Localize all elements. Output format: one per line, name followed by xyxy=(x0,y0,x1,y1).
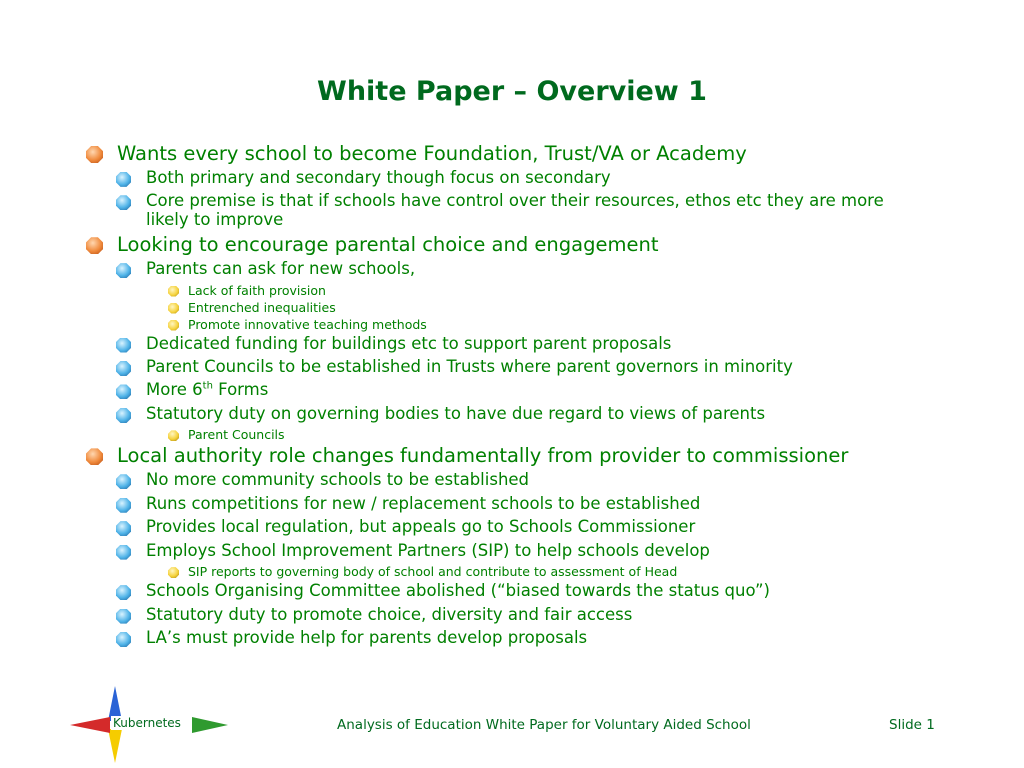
octagon-bullet-icon xyxy=(116,338,131,353)
octagon-bullet-icon xyxy=(168,567,179,578)
bullet-text: Promote innovative teaching methods xyxy=(188,316,427,332)
bullet-item-level-3 xyxy=(86,284,926,298)
bullet-item-level-3 xyxy=(86,428,926,442)
bullet-item-level-2 xyxy=(86,518,926,536)
bullet-item-level-2 xyxy=(86,381,926,399)
bullet-text: Employs School Improvement Partners (SIP) to help schools develop xyxy=(146,540,710,560)
bullet-item-level-3 xyxy=(86,301,926,315)
octagon-bullet-icon xyxy=(116,545,131,560)
octagon-bullet-icon xyxy=(116,498,131,513)
bullet-item-level-3 xyxy=(86,318,926,332)
octagon-bullet-icon xyxy=(86,237,103,254)
octagon-bullet-icon xyxy=(116,172,131,187)
octagon-bullet-icon xyxy=(116,263,131,278)
octagon-bullet-icon xyxy=(116,521,131,536)
octagon-bullet-icon xyxy=(116,585,131,600)
slide-title: White Paper – Overview 1 xyxy=(317,76,707,107)
bullet-item-level-2 xyxy=(86,335,926,353)
bullet-item-level-1 xyxy=(86,445,926,467)
bullet-item-level-2 xyxy=(86,542,926,560)
octagon-bullet-icon xyxy=(86,448,103,465)
bullet-text: Parents can ask for new schools, xyxy=(146,259,416,279)
bullet-text: No more community schools to be established xyxy=(146,470,530,490)
octagon-bullet-icon xyxy=(116,384,131,399)
bullet-text: Looking to encourage parental choice and engagement xyxy=(117,233,659,257)
octagon-bullet-icon xyxy=(116,408,131,423)
octagon-bullet-icon xyxy=(116,474,131,489)
bullet-item-level-2 xyxy=(86,582,926,600)
octagon-bullet-icon xyxy=(168,430,179,441)
bullet-text: Wants every school to become Foundation, Trust/VA or Academy xyxy=(117,142,747,165)
bullet-text-continued: Forms xyxy=(212,380,269,400)
superscript-text: th xyxy=(202,380,213,392)
bullet-text: Core premise is that if schools have control over their resources, ethos etc they are more likely to improve xyxy=(146,191,884,229)
bullet-text: Statutory duty to promote choice, diversity and fair access xyxy=(146,604,633,624)
octagon-bullet-icon xyxy=(168,303,179,314)
octagon-bullet-icon xyxy=(168,320,179,331)
bullet-text: Schools Organising Committee abolished (“biased towards the status quo”) xyxy=(146,581,770,601)
bullet-item-level-2 xyxy=(86,629,926,647)
bullet-text: Entrenched inequalities xyxy=(188,299,336,315)
bullet-text: Parent Councils to be established in Trusts where parent governors in minority xyxy=(146,357,793,376)
bullet-text: More 6 xyxy=(146,380,203,400)
octagon-bullet-icon xyxy=(116,609,131,624)
slide-number: Slide 1 xyxy=(889,717,935,733)
bullet-text: Parent Councils xyxy=(188,427,285,443)
bullet-item-level-1 xyxy=(86,234,926,256)
bullet-text: Runs competitions for new / replacement schools to be established xyxy=(146,493,701,513)
octagon-bullet-icon xyxy=(116,361,131,376)
bullet-item-level-2 xyxy=(86,495,926,513)
octagon-bullet-icon xyxy=(168,286,179,297)
bullet-item-level-2 xyxy=(86,405,926,423)
bullet-item-level-2 xyxy=(86,169,926,187)
logo-wordmark: Kubernetes xyxy=(113,716,181,730)
bullet-item-level-2 xyxy=(86,260,926,278)
bullet-text: SIP reports to governing body of school and contribute to assessment of Head xyxy=(188,564,678,580)
octagon-bullet-icon xyxy=(116,195,131,210)
bullet-item-level-2 xyxy=(86,192,926,229)
bullet-item-level-3 xyxy=(86,565,926,579)
bullet-text: Lack of faith provision xyxy=(188,282,326,298)
bullet-text: Statutory duty on governing bodies to have due regard to views of parents xyxy=(146,403,766,423)
bullet-text: Provides local regulation, but appeals go to Schools Commissioner xyxy=(146,517,696,537)
bullet-item-level-2 xyxy=(86,471,926,489)
bullet-text: Dedicated funding for buildings etc to support parent proposals xyxy=(146,333,672,353)
bullet-item-level-1 xyxy=(86,143,926,165)
octagon-bullet-icon xyxy=(116,632,131,647)
footer-title: Analysis of Education White Paper for Voluntary Aided School xyxy=(337,717,751,733)
bullet-text: Local authority role changes fundamentally from provider to commissioner xyxy=(117,444,849,468)
bullet-text: Both primary and secondary though focus on secondary xyxy=(146,167,611,187)
bullet-list xyxy=(86,143,926,653)
octagon-bullet-icon xyxy=(86,146,103,163)
bullet-item-level-2 xyxy=(86,606,926,624)
bullet-item-level-2 xyxy=(86,358,926,376)
bullet-text: LA’s must provide help for parents develop proposals xyxy=(146,628,588,648)
